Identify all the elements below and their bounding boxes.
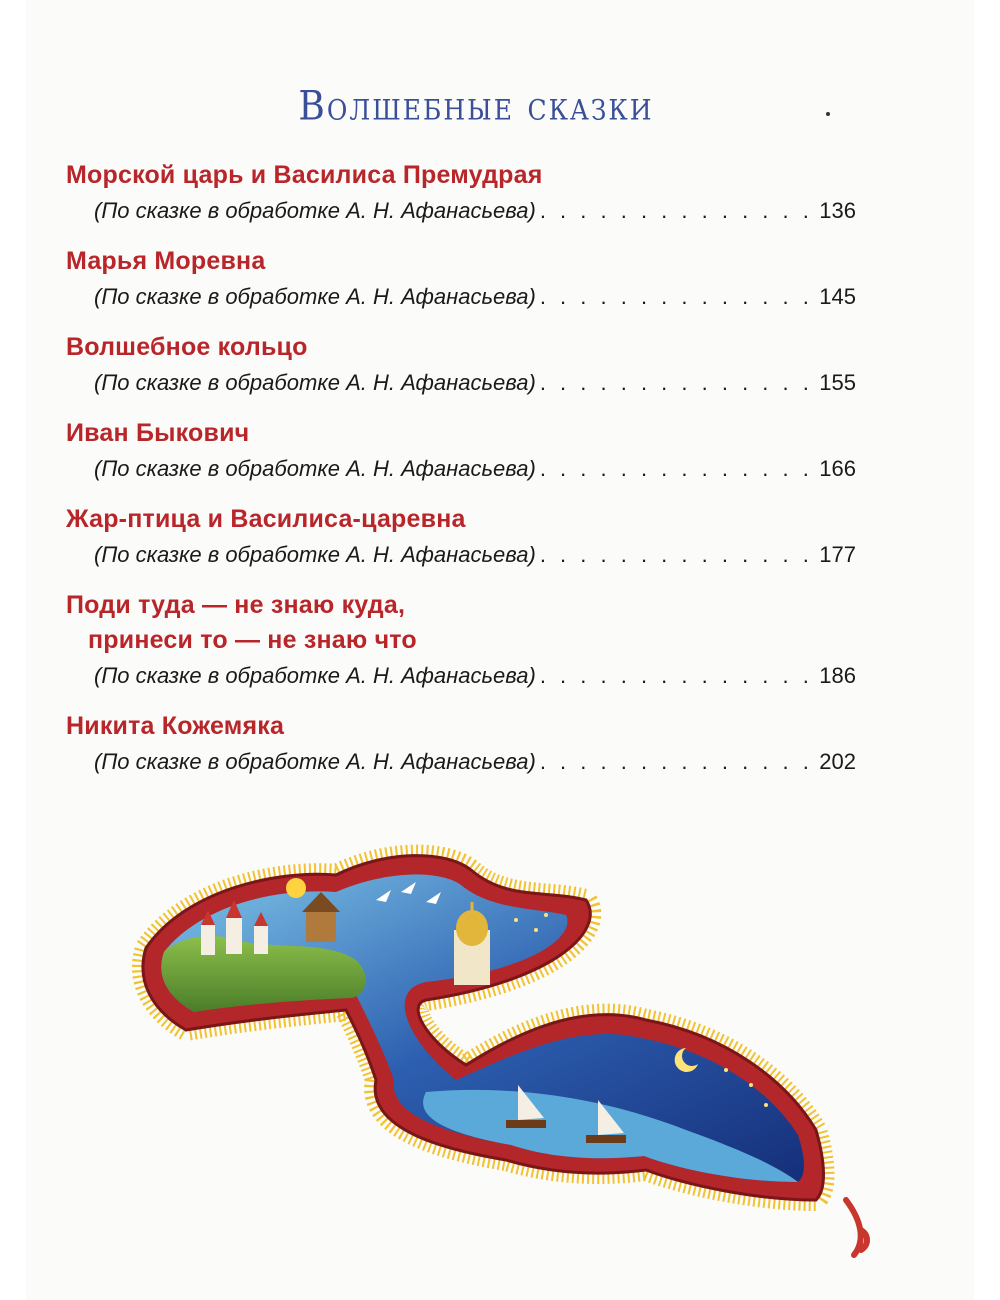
toc-entry-note: (По сказке в обработке А. Н. Афанасьева) [94, 370, 536, 395]
toc-page-number: 202 [819, 749, 856, 774]
toc-entry-title-continued: принеси то — не знаю что [88, 626, 417, 654]
toc-entry-source [66, 279, 856, 315]
toc-entry-note: (По сказке в обработке А. Н. Афанасьева) [94, 198, 536, 223]
toc-page-number: 145 [819, 284, 856, 309]
toc-entry[interactable] [66, 416, 856, 487]
dot-leader [540, 365, 815, 401]
table-of-contents [66, 158, 856, 795]
toc-page-number: 186 [819, 663, 856, 688]
dot-leader [540, 279, 815, 315]
toc-page-number: 177 [819, 542, 856, 567]
book-page [26, 0, 974, 1300]
ink-dot [826, 112, 830, 116]
toc-entry-source [66, 193, 856, 229]
toc-entry[interactable] [66, 158, 856, 229]
toc-entry-title: Иван Быкович [66, 419, 250, 447]
toc-entry-title: Волшебное кольцо [66, 333, 308, 361]
toc-entry-note: (По сказке в обработке А. Н. Афанасьева) [94, 456, 536, 481]
toc-page-number: 136 [819, 198, 856, 223]
toc-entry-title: Жар-птица и Василиса-царевна [66, 505, 466, 533]
sun [286, 878, 306, 898]
toc-entry-note: (По сказке в обработке А. Н. Афанасьева) [94, 749, 536, 774]
toc-entry[interactable] [66, 709, 856, 780]
dot-leader [540, 744, 815, 780]
toc-entry[interactable] [66, 588, 856, 694]
toc-entry-source [66, 537, 856, 573]
toc-entry[interactable] [66, 330, 856, 401]
section-title: Волшебные сказки [298, 83, 654, 130]
toc-entry-source [66, 658, 856, 694]
toc-entry-note: (По сказке в обработке А. Н. Афанасьева) [94, 663, 536, 688]
dot-leader [540, 193, 815, 229]
dot-leader [540, 451, 815, 487]
toc-entry-note: (По сказке в обработке А. Н. Афанасьева) [94, 542, 536, 567]
carpet-tassel [846, 1200, 867, 1255]
toc-entry-title: Поди туда — не знаю куда, [66, 591, 406, 619]
toc-entry-title: Марья Моревна [66, 247, 266, 275]
toc-entry-source [66, 451, 856, 487]
toc-page-number: 166 [819, 456, 856, 481]
toc-entry-note: (По сказке в обработке А. Н. Афанасьева) [94, 284, 536, 309]
toc-entry[interactable] [66, 502, 856, 573]
toc-entry-title: Морской царь и Василиса Премудрая [66, 161, 543, 189]
dot-leader [540, 658, 815, 694]
toc-entry-title: Никита Кожемяка [66, 712, 285, 740]
toc-page-number: 155 [819, 370, 856, 395]
toc-entry[interactable] [66, 244, 856, 315]
toc-entry-source [66, 365, 856, 401]
flying-carpet-illustration [126, 830, 906, 1280]
dot-leader [540, 537, 815, 573]
toc-entry-source [66, 744, 856, 780]
